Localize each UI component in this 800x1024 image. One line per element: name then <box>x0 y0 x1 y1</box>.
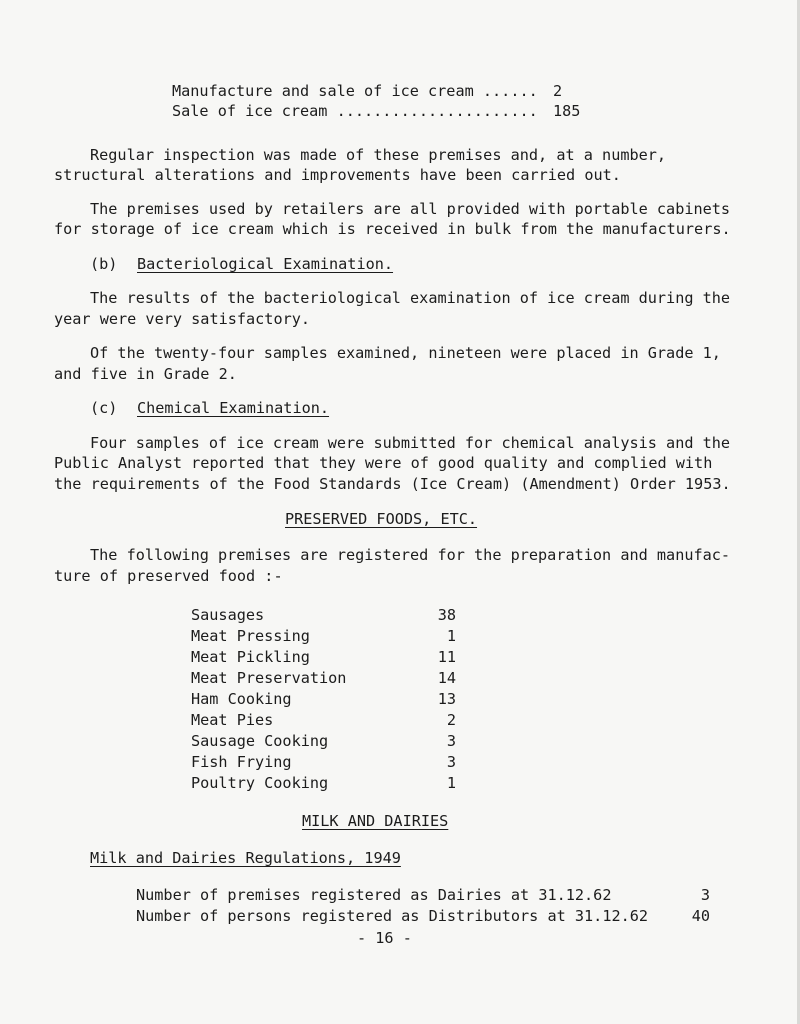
paragraph-line: Four samples of ice cream were submitted for chemical analysis and the <box>90 434 731 452</box>
list-item-value: 40 <box>691 907 710 925</box>
paragraph-line: the requirements of the Food Standards (Ice Cream) (Amendment) Order 1953. <box>54 475 731 493</box>
table-row-label: Meat Preservation <box>191 669 347 687</box>
section-heading-milk-dairies: MILK AND DAIRIES <box>302 812 449 830</box>
list-item-value: 3 <box>700 886 710 904</box>
section-heading-preserved-foods: PRESERVED FOODS, ETC. <box>285 510 478 528</box>
paragraph-line: structural alterations and improvements have been carried out. <box>54 166 621 184</box>
table-row-value: 11 <box>437 648 456 666</box>
table-row-value: 2 <box>446 711 456 729</box>
table-row-label: Ham Cooking <box>191 690 292 708</box>
paragraph-line: Of the twenty-four samples examined, nineteen were placed in Grade 1, <box>90 344 721 362</box>
paragraph-line: year were very satisfactory. <box>54 310 311 328</box>
heading-bacteriological: Bacteriological Examination. <box>137 255 394 273</box>
list-item-label: Number of persons registered as Distributors at 31.12.62 <box>136 907 649 925</box>
table-row-label: Meat Pies <box>191 711 274 729</box>
heading-chemical: Chemical Examination. <box>137 399 330 417</box>
paragraph-line: The results of the bacteriological examination of ice cream during the <box>90 289 731 307</box>
list-item-label: Sale of ice cream ...................... <box>172 102 538 120</box>
list-item-value: 2 <box>553 82 563 100</box>
table-row-value: 1 <box>446 627 456 645</box>
list-item-label: Manufacture and sale of ice cream ...... <box>172 82 538 100</box>
list-item-value: 185 <box>553 102 581 120</box>
paragraph-line: and five in Grade 2. <box>54 365 237 383</box>
subheading-milk-regulations: Milk and Dairies Regulations, 1949 <box>90 849 401 867</box>
table-row-value: 38 <box>437 606 456 624</box>
page-number: - 16 - <box>357 929 412 947</box>
heading-c-prefix: (c) <box>90 399 118 417</box>
paragraph-line: Regular inspection was made of these premises and, at a number, <box>90 146 667 164</box>
paragraph-line: The premises used by retailers are all provided with portable cabinets <box>90 200 731 218</box>
table-row-label: Sausage Cooking <box>191 732 329 750</box>
heading-b-prefix: (b) <box>90 255 118 273</box>
paragraph-line: The following premises are registered for the preparation and manufac- <box>90 546 731 564</box>
table-row-label: Fish Frying <box>191 753 292 771</box>
table-row-value: 3 <box>446 732 456 750</box>
table-row-label: Poultry Cooking <box>191 774 329 792</box>
table-row-value: 3 <box>446 753 456 771</box>
table-row-label: Meat Pickling <box>191 648 310 666</box>
table-row-value: 13 <box>437 690 456 708</box>
paragraph-line: ture of preserved food :- <box>54 567 283 585</box>
table-row-value: 14 <box>437 669 456 687</box>
list-item-label: Number of premises registered as Dairies at 31.12.62 <box>136 886 612 904</box>
table-row-label: Sausages <box>191 606 265 624</box>
paragraph-line: for storage of ice cream which is received in bulk from the manufacturers. <box>54 220 731 238</box>
paragraph-line: Public Analyst reported that they were of good quality and complied with <box>54 454 713 472</box>
table-row-value: 1 <box>446 774 456 792</box>
table-row-label: Meat Pressing <box>191 627 310 645</box>
